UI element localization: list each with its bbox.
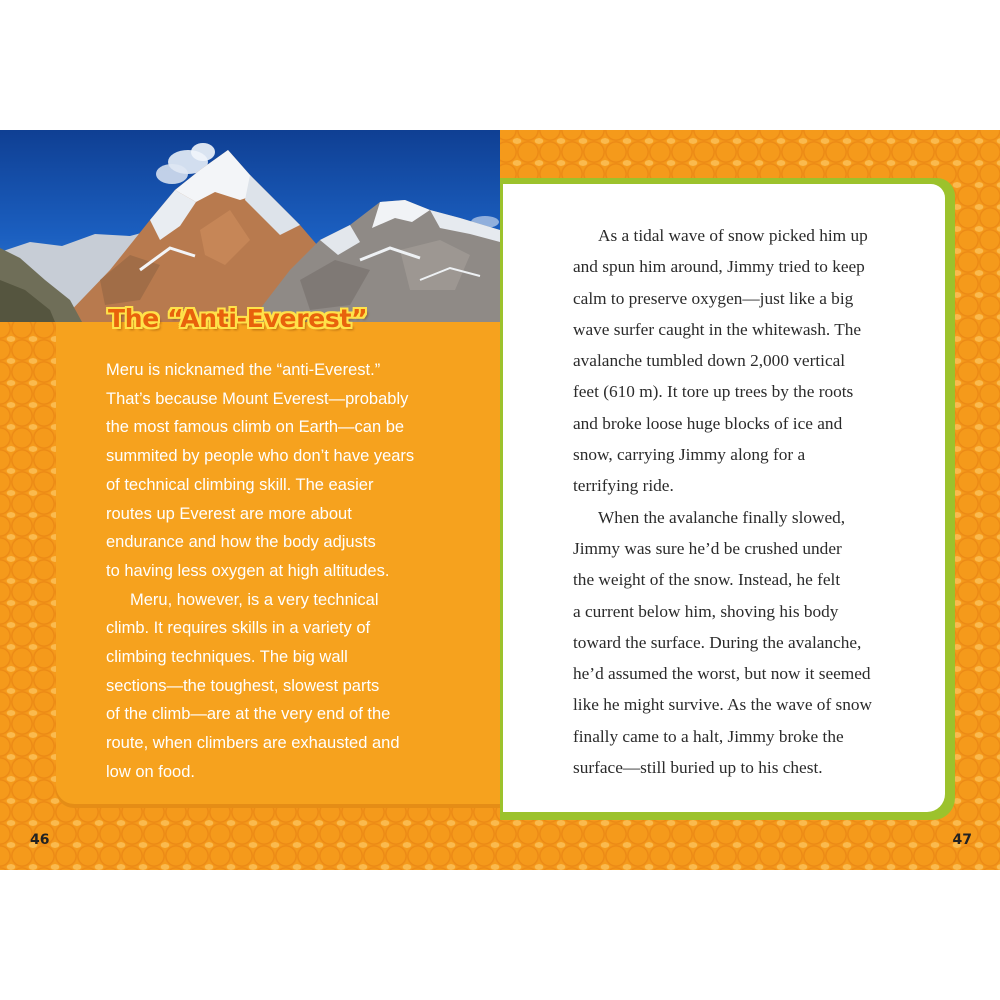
- story-line: wave surfer caught in the whitewash. The: [573, 319, 862, 339]
- story-line: finally came to a halt, Jimmy broke the: [573, 726, 844, 746]
- story-body: [573, 220, 923, 783]
- page-number-right: 47: [952, 832, 972, 848]
- sidebar-line: climb. It requires skills in a variety of: [106, 619, 371, 638]
- story-line: When the avalanche finally slowed,: [598, 507, 846, 527]
- story-line: like he might survive. As the wave of snow: [573, 695, 873, 715]
- sidebar-line: sections—the toughest, slowest parts: [106, 676, 380, 695]
- sidebar-line: route, when climbers are exhausted and: [106, 734, 400, 753]
- sidebar-line: low on food.: [106, 762, 195, 781]
- sidebar-line: endurance and how the body adjusts: [106, 533, 376, 552]
- book-spread: [0, 130, 1000, 870]
- story-line: the weight of the snow. Instead, he felt: [573, 570, 841, 590]
- sidebar-body: [106, 356, 436, 787]
- story-line: toward the surface. During the avalanche,: [573, 632, 862, 652]
- story-line: surface—still buried up to his chest.: [573, 758, 823, 778]
- story-line: feet (610 m). It tore up trees by the roots: [573, 382, 854, 402]
- story-line: a current below him, shoving his body: [573, 601, 839, 621]
- story-line: snow, carrying Jimmy along for a: [573, 445, 806, 465]
- sidebar-line: That’s because Mount Everest—probably: [106, 389, 409, 408]
- story-line: As a tidal wave of snow picked him up: [598, 226, 868, 245]
- mountain-photo: [0, 130, 500, 322]
- story-line: and broke loose huge blocks of ice and: [573, 413, 843, 433]
- sidebar-line: routes up Everest are more about: [106, 504, 352, 523]
- story-line: calm to preserve oxygen—just like a big: [573, 288, 854, 308]
- story-line: he’d assumed the worst, but now it seemed: [573, 664, 871, 684]
- story-line: terrifying ride.: [573, 476, 674, 496]
- sidebar-line: to having less oxygen at high altitudes.: [106, 561, 390, 580]
- sidebar-line: climbing techniques. The big wall: [106, 648, 348, 667]
- sidebar-line: of the climb—are at the very end of the: [106, 705, 391, 724]
- sidebar-line: Meru, however, is a very technical: [130, 590, 379, 609]
- story-line: and spun him around, Jimmy tried to keep: [573, 257, 865, 277]
- page-number-left: 46: [30, 832, 50, 848]
- sidebar-title: The “Anti-Everest”: [108, 304, 368, 333]
- sidebar-line: summited by people who don’t have years: [106, 447, 415, 466]
- sidebar-line: Meru is nicknamed the “anti-Everest.”: [106, 361, 381, 379]
- sidebar-line: of technical climbing skill. The easier: [106, 475, 374, 494]
- story-line: avalanche tumbled down 2,000 vertical: [573, 351, 846, 371]
- story-line: Jimmy was sure he’d be crushed under: [573, 538, 842, 558]
- mountain-illustration: [0, 130, 500, 322]
- sidebar-line: the most famous climb on Earth—can be: [106, 418, 405, 437]
